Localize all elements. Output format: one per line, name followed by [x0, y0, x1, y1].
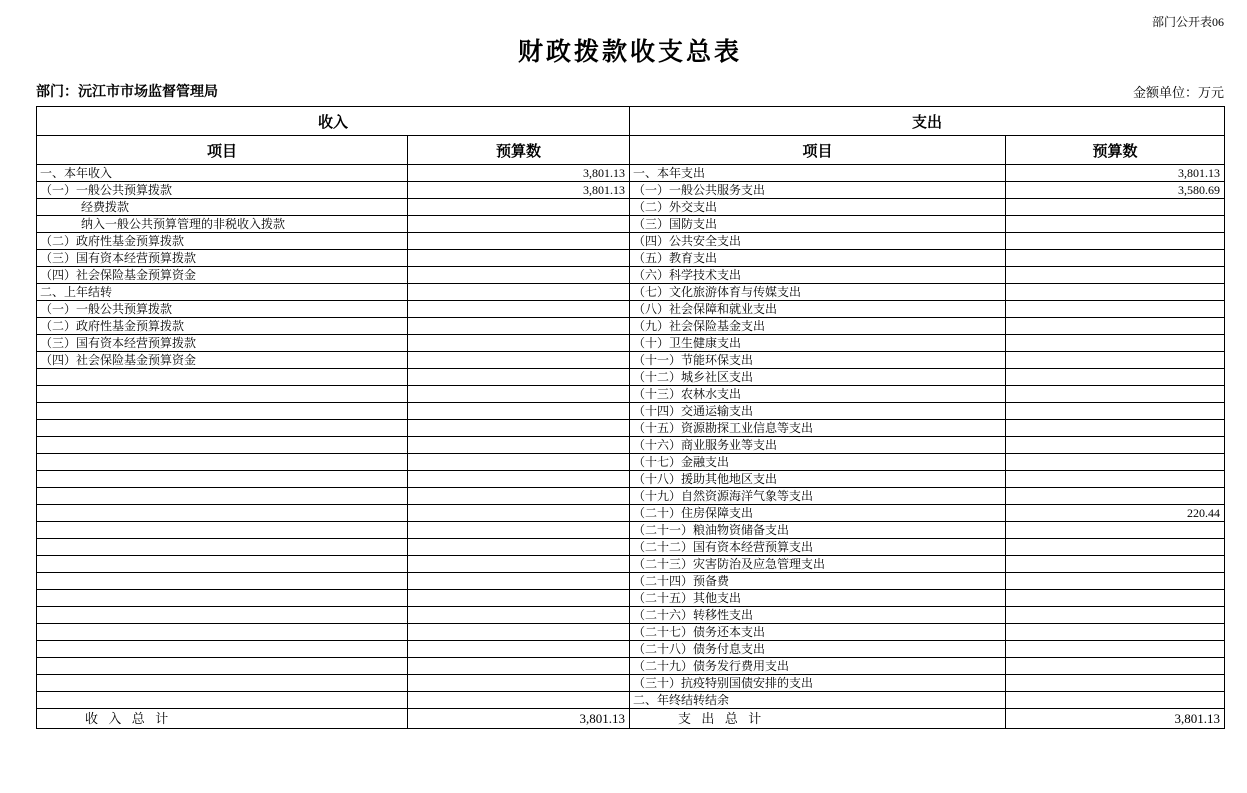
expense-item-cell: 一、本年支出: [630, 165, 1006, 182]
table-row: [37, 386, 1225, 403]
expense-budget-cell: [1006, 318, 1225, 335]
income-item-cell: （三）国有资本经营预算拨款: [37, 335, 408, 352]
expense-item-cell: （二十三）灾害防治及应急管理支出: [630, 556, 1006, 573]
table-row: [37, 403, 1225, 420]
table-row: [37, 301, 1225, 318]
table-row: [37, 233, 1225, 250]
table-row: [37, 454, 1225, 471]
income-item-cell: （三）国有资本经营预算拨款: [37, 250, 408, 267]
income-budget-cell: [408, 573, 630, 590]
table-row: [37, 199, 1225, 216]
expense-item-cell: 二、年终结转结余: [630, 692, 1006, 709]
income-item-cell: [37, 607, 408, 624]
expense-budget-cell: [1006, 301, 1225, 318]
income-budget-cell: [408, 556, 630, 573]
expense-budget-cell: 3,580.69: [1006, 182, 1225, 199]
expense-budget-cell: [1006, 233, 1225, 250]
income-item-cell: [37, 505, 408, 522]
income-budget-cell: [408, 216, 630, 233]
income-item-cell: [37, 403, 408, 420]
expense-budget-cell: [1006, 522, 1225, 539]
income-item-cell: [37, 573, 408, 590]
expense-budget-cell: [1006, 352, 1225, 369]
income-item-cell: 纳入一般公共预算管理的非税收入拨款: [37, 216, 408, 233]
income-item-cell: [37, 386, 408, 403]
expense-item-cell: （四）公共安全支出: [630, 233, 1006, 250]
expense-item-cell: （十五）资源勘探工业信息等支出: [630, 420, 1006, 437]
expense-budget-cell: [1006, 692, 1225, 709]
budget-table-body: [37, 165, 1225, 709]
expense-budget-cell: [1006, 335, 1225, 352]
expense-item-cell: （一）一般公共服务支出: [630, 182, 1006, 199]
budget-table: [36, 106, 1225, 729]
income-item-cell: （四）社会保险基金预算资金: [37, 267, 408, 284]
table-row: [37, 488, 1225, 505]
expense-item-cell: （二十二）国有资本经营预算支出: [630, 539, 1006, 556]
income-budget-cell: [408, 369, 630, 386]
income-budget-cell: [408, 420, 630, 437]
income-item-cell: [37, 522, 408, 539]
expense-total-label: 支出总计: [630, 709, 1006, 729]
income-total-label: 收入总计: [37, 709, 408, 729]
income-item-header: 项目: [37, 136, 408, 165]
table-row: [37, 352, 1225, 369]
income-budget-cell: [408, 335, 630, 352]
income-item-cell: [37, 437, 408, 454]
income-item-cell: （二）政府性基金预算拨款: [37, 233, 408, 250]
income-item-cell: （一）一般公共预算拨款: [37, 301, 408, 318]
income-item-cell: （二）政府性基金预算拨款: [37, 318, 408, 335]
income-item-cell: 一、本年收入: [37, 165, 408, 182]
income-item-cell: （四）社会保险基金预算资金: [37, 352, 408, 369]
expense-budget-cell: [1006, 624, 1225, 641]
income-total-value: 3,801.13: [408, 709, 630, 729]
expense-item-cell: （十二）城乡社区支出: [630, 369, 1006, 386]
table-row: [37, 471, 1225, 488]
table-row: [37, 437, 1225, 454]
income-budget-cell: [408, 386, 630, 403]
income-budget-cell: [408, 199, 630, 216]
expense-budget-cell: [1006, 437, 1225, 454]
table-row: [37, 624, 1225, 641]
income-item-cell: [37, 675, 408, 692]
page-title: 财政拨款收支总表: [517, 39, 742, 66]
expense-item-cell: （九）社会保险基金支出: [630, 318, 1006, 335]
income-budget-cell: [408, 658, 630, 675]
expense-item-cell: （二十四）预备费: [630, 573, 1006, 590]
expense-budget-cell: [1006, 216, 1225, 233]
doc-number: 部门公开表06: [1151, 15, 1224, 29]
expense-budget-cell: [1006, 199, 1225, 216]
expense-total-value: 3,801.13: [1006, 709, 1225, 729]
expense-section-header: 支出: [630, 107, 1225, 136]
expense-item-cell: （十）卫生健康支出: [630, 335, 1006, 352]
income-section-header: 收入: [37, 107, 630, 136]
expense-budget-cell: [1006, 488, 1225, 505]
table-row: [37, 165, 1225, 182]
expense-budget-cell: [1006, 267, 1225, 284]
income-budget-cell: [408, 352, 630, 369]
meta-row: [36, 81, 1224, 101]
expense-item-cell: （十三）农林水支出: [630, 386, 1006, 403]
expense-item-cell: （二）外交支出: [630, 199, 1006, 216]
income-item-cell: [37, 369, 408, 386]
expense-item-cell: （十六）商业服务业等支出: [630, 437, 1006, 454]
income-budget-cell: [408, 437, 630, 454]
income-budget-cell: [408, 403, 630, 420]
table-row: [37, 267, 1225, 284]
expense-budget-cell: [1006, 420, 1225, 437]
expense-budget-cell: [1006, 403, 1225, 420]
expense-item-cell: （十四）交通运输支出: [630, 403, 1006, 420]
expense-budget-cell: [1006, 284, 1225, 301]
expense-item-cell: （七）文化旅游体育与传媒支出: [630, 284, 1006, 301]
table-row: [37, 556, 1225, 573]
table-row: [37, 658, 1225, 675]
expense-budget-cell: 3,801.13: [1006, 165, 1225, 182]
table-row: [37, 590, 1225, 607]
table-row: [37, 369, 1225, 386]
income-item-cell: [37, 658, 408, 675]
expense-item-cell: （三）国防支出: [630, 216, 1006, 233]
expense-budget-header: 预算数: [1006, 136, 1225, 165]
income-item-cell: （一）一般公共预算拨款: [37, 182, 408, 199]
expense-budget-cell: [1006, 658, 1225, 675]
income-budget-cell: [408, 454, 630, 471]
income-item-cell: 经费拨款: [37, 199, 408, 216]
expense-item-cell: （十八）援助其他地区支出: [630, 471, 1006, 488]
expense-item-cell: （八）社会保障和就业支出: [630, 301, 1006, 318]
income-item-cell: [37, 590, 408, 607]
expense-item-cell: （二十一）粮油物资储备支出: [630, 522, 1006, 539]
income-budget-cell: 3,801.13: [408, 182, 630, 199]
expense-item-cell: （二十七）债务还本支出: [630, 624, 1006, 641]
expense-budget-cell: [1006, 454, 1225, 471]
table-row: [37, 250, 1225, 267]
income-budget-cell: [408, 641, 630, 658]
expense-budget-cell: [1006, 590, 1225, 607]
expense-budget-cell: [1006, 539, 1225, 556]
expense-item-header: 项目: [630, 136, 1006, 165]
unit-label: 金额单位：万元: [1132, 85, 1224, 100]
income-budget-cell: [408, 301, 630, 318]
income-item-cell: [37, 488, 408, 505]
income-budget-cell: [408, 233, 630, 250]
expense-budget-cell: [1006, 369, 1225, 386]
expense-budget-cell: [1006, 607, 1225, 624]
expense-item-cell: （二十六）转移性支出: [630, 607, 1006, 624]
total-row: [37, 709, 1225, 729]
expense-budget-cell: [1006, 573, 1225, 590]
income-budget-cell: [408, 505, 630, 522]
income-budget-cell: [408, 471, 630, 488]
table-row: [37, 573, 1225, 590]
table-row: [37, 216, 1225, 233]
income-item-cell: [37, 420, 408, 437]
table-row: [37, 522, 1225, 539]
income-budget-cell: [408, 624, 630, 641]
expense-budget-cell: [1006, 250, 1225, 267]
expense-item-cell: （二十五）其他支出: [630, 590, 1006, 607]
income-item-cell: [37, 624, 408, 641]
table-row: [37, 692, 1225, 709]
income-item-cell: [37, 454, 408, 471]
expense-budget-cell: [1006, 386, 1225, 403]
table-row: [37, 539, 1225, 556]
table-row: [37, 675, 1225, 692]
income-budget-cell: [408, 250, 630, 267]
table-row: [37, 335, 1225, 352]
income-budget-header: 预算数: [408, 136, 630, 165]
table-row: [37, 420, 1225, 437]
expense-budget-cell: 220.44: [1006, 505, 1225, 522]
income-budget-cell: [408, 318, 630, 335]
income-budget-cell: [408, 675, 630, 692]
income-budget-cell: [408, 539, 630, 556]
column-header-row: [37, 136, 1225, 165]
income-item-cell: [37, 539, 408, 556]
income-item-cell: [37, 471, 408, 488]
expense-item-cell: （十一）节能环保支出: [630, 352, 1006, 369]
income-budget-cell: [408, 488, 630, 505]
income-budget-cell: [408, 522, 630, 539]
expense-item-cell: （二十）住房保障支出: [630, 505, 1006, 522]
section-header-row: [37, 107, 1225, 136]
table-row: [37, 182, 1225, 199]
table-row: [37, 284, 1225, 301]
expense-budget-cell: [1006, 675, 1225, 692]
expense-budget-cell: [1006, 641, 1225, 658]
income-budget-cell: [408, 692, 630, 709]
income-budget-cell: [408, 607, 630, 624]
income-item-cell: [37, 692, 408, 709]
table-row: [37, 505, 1225, 522]
income-budget-cell: [408, 284, 630, 301]
income-item-cell: 二、上年结转: [37, 284, 408, 301]
income-item-cell: [37, 556, 408, 573]
expense-budget-cell: [1006, 471, 1225, 488]
expense-item-cell: （十九）自然资源海洋气象等支出: [630, 488, 1006, 505]
income-item-cell: [37, 641, 408, 658]
table-row: [37, 607, 1225, 624]
department-label: 部门：沅江市市场监督管理局: [36, 85, 218, 100]
income-budget-cell: [408, 267, 630, 284]
expense-item-cell: （六）科学技术支出: [630, 267, 1006, 284]
expense-budget-cell: [1006, 556, 1225, 573]
income-budget-cell: 3,801.13: [408, 165, 630, 182]
table-row: [37, 641, 1225, 658]
expense-item-cell: （五）教育支出: [630, 250, 1006, 267]
expense-item-cell: （十七）金融支出: [630, 454, 1006, 471]
expense-item-cell: （三十）抗疫特别国债安排的支出: [630, 675, 1006, 692]
income-budget-cell: [408, 590, 630, 607]
table-row: [37, 318, 1225, 335]
expense-item-cell: （二十八）债务付息支出: [630, 641, 1006, 658]
expense-item-cell: （二十九）债务发行费用支出: [630, 658, 1006, 675]
